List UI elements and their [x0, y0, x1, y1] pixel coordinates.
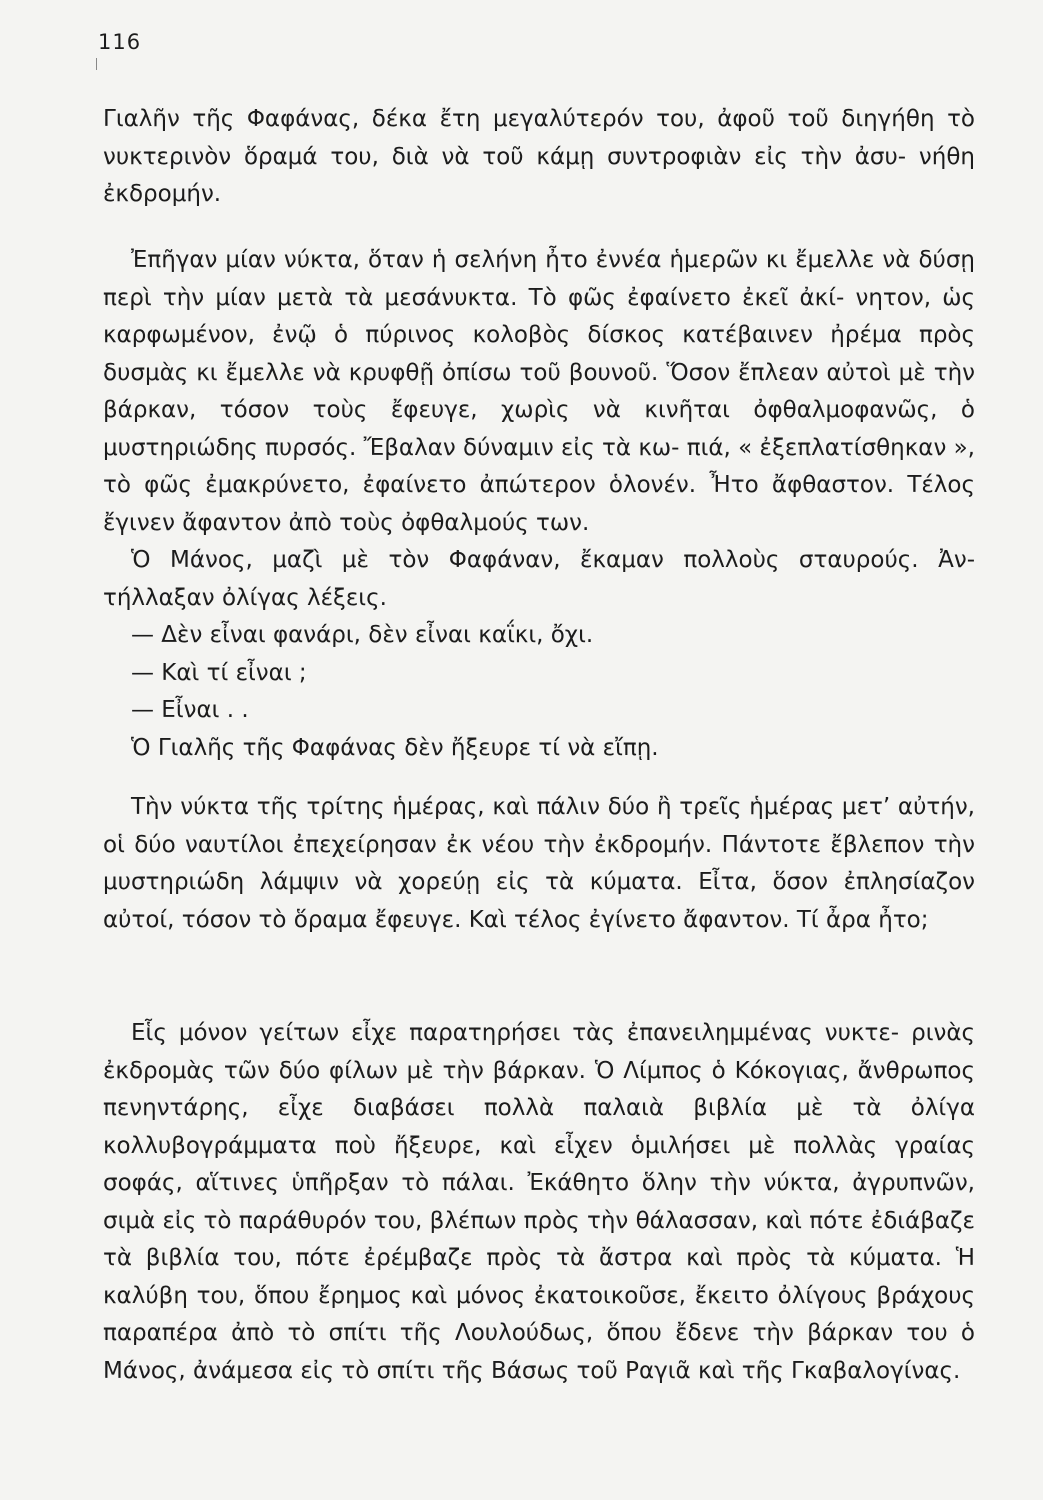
text-block-opening — [103, 101, 975, 214]
paragraph: Ἐπῆγαν μίαν νύκτα, ὅταν ἡ σελήνη ἦτο ἐννέα ἡμερῶν κι ἔμελλε νὰ δύσῃ περὶ τὴν μίαν μετὰ τὰ μεσάνυκτα. Τὸ φῶς ἐφαίνετο ἐκεῖ ἀκί- νητον, ὡς καρφωμένον, ἐνῷ ὁ πύρινος κολοβὸς δίσκος κατέβαινεν ἠρέμα πρὸς δυσμὰς κι ἔμελλε νὰ κρυφθῇ ὀπίσω τοῦ βουνοῦ. Ὅσον ἔπλεαν αὐτοὶ μὲ τὴν βάρκαν, τόσον τοὺς ἔφευγε, χωρὶς νὰ κινῆται ὀφθαλμοφανῶς, ὁ μυστηριώδης πυρσός. Ἔβαλαν δύναμιν εἰς τὰ κω- πιά, « ἐξεπλατίσθηκαν », τὸ φῶς ἐμακρύνετο, ἐφαίνετο ἀπώτερον ὁλονέν. Ἦτο ἄφθαστον. Τέλος ἔγινεν ἄφαντον ἀπὸ τοὺς ὀφθαλμούς των. — [103, 247, 975, 536]
text-block-night-voyage — [103, 242, 975, 767]
dialogue-line: — Καὶ τί εἶναι ; — [131, 659, 307, 686]
page-number: 116 — [98, 30, 142, 54]
dialogue-line: — Εἶναι . . — [131, 697, 249, 723]
text-block-neighbor — [103, 1015, 975, 1390]
margin-mark — [96, 58, 97, 70]
text-block-third-night — [103, 789, 975, 939]
paragraph: Ὁ Γιαλῆς τῆς Φαφάνας δὲν ἤξευρε τί νὰ εἴπῃ. — [131, 734, 659, 761]
paragraph: Ὁ Μάνος, μαζὶ μὲ τὸν Φαφάναν, ἔκαμαν πολλοὺς σταυρούς. Ἀν- τήλλαξαν ὀλίγας λέξεις. — [103, 547, 975, 611]
dialogue-line: — Δὲν εἶναι φανάρι, δὲν εἶναι καΐκι, ὄχι. — [131, 622, 594, 648]
dialogue — [103, 617, 975, 730]
paragraph: Τὴν νύκτα τῆς τρίτης ἡμέρας, καὶ πάλιν δύο ἢ τρεῖς ἡμέρας μετ’ αὐτήν, οἱ δύο ναυτίλοι ἐπεχείρησαν ἐκ νέου τὴν ἐκδρομήν. Πάντοτε ἔβλεπον τὴν μυστηριώδη λάμψιν νὰ χορεύῃ εἰς τὰ κύματα. Εἶτα, ὅσον ἐπλησίαζον αὐτοί, τόσον τὸ ὅραμα ἔφευγε. Καὶ τέλος ἐγίνετο ἄφαντον. Τί ἆρα ἦτο; — [103, 794, 975, 933]
paragraph: Γιαλῆν τῆς Φαφάνας, δέκα ἔτη μεγαλύτερόν του, ἀφοῦ τοῦ διηγήθη τὸ νυκτερινὸν ὅραμά του, διὰ νὰ τοῦ κάμῃ συντροφιὰν εἰς τὴν ἀσυ- νήθη ἐκδρομήν. — [103, 106, 975, 207]
paragraph: Εἷς μόνον γείτων εἶχε παρατηρήσει τὰς ἐπανειλημμένας νυκτε- ρινὰς ἐκδρομὰς τῶν δύο φίλων μὲ τὴν βάρκαν. Ὁ Λίμπος ὁ Κόκογιας, ἄνθρωπος πενηντάρης, εἶχε διαβάσει πολλὰ παλαιὰ βιβλία μὲ τὰ ὀλίγα κολλυβογράμματα ποὺ ἤξευρε, καὶ εἶχεν ὁμιλήσει μὲ πολλὰς γραίας σοφάς, αἵτινες ὑπῆρξαν τὸ πάλαι. Ἐκάθητο ὅλην τὴν νύκτα, ἀγρυπνῶν, σιμὰ εἰς τὸ παράθυρόν του, βλέπων πρὸς τὴν θάλασσαν, καὶ πότε ἐδιάβαζε τὰ βιβλία του, πότε ἐρέμβαζε πρὸς τὰ ἄστρα καὶ πρὸς τὰ κύματα. Ἡ καλύβη του, ὅπου ἔρημος καὶ μόνος ἐκατοικοῦσε, ἔκειτο ὀλίγους βράχους παραπέρα ἀπὸ τὸ σπίτι τῆς Λουλούδως, ὅπου ἔδενε τὴν βάρκαν του ὁ Μάνος, ἀνάμεσα εἰς τὸ σπίτι τῆς Βάσως τοῦ Ραγιᾶ καὶ τῆς Γκαβαλογίνας. — [103, 1020, 975, 1384]
